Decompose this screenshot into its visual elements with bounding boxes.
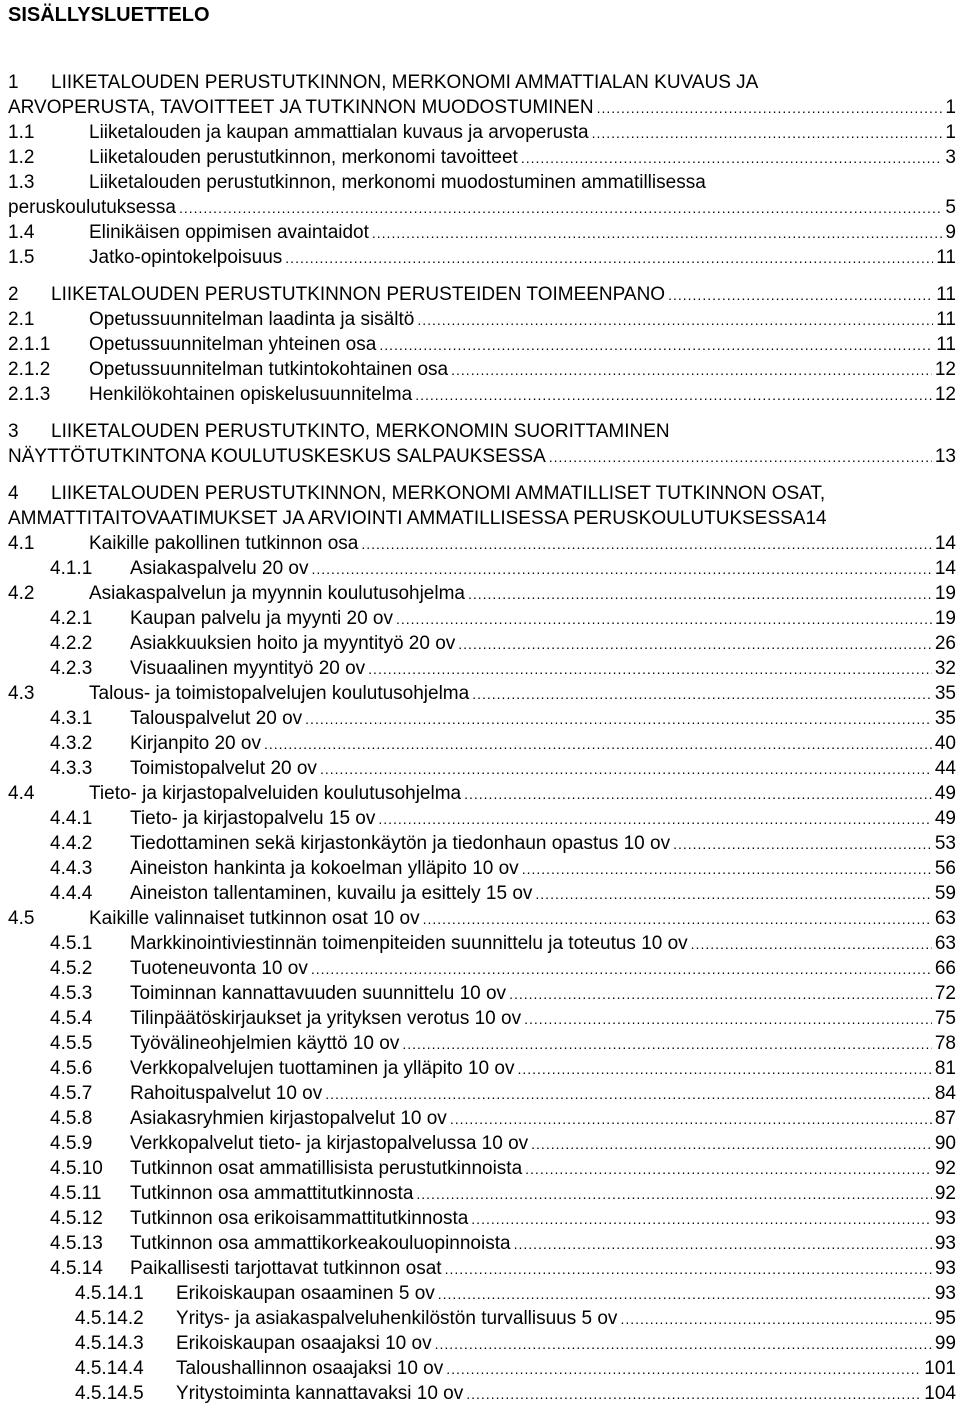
leader-dots — [396, 607, 932, 632]
toc-entry-4-1[interactable] — [0, 531, 960, 556]
entry-number: 4.5.1 — [50, 933, 93, 954]
toc-entry-4-4-4[interactable] — [0, 881, 960, 906]
entry-page: 72 — [934, 983, 956, 1004]
leader-dots — [524, 1007, 932, 1032]
entry-page: 19 — [934, 583, 956, 604]
toc-entry-4-5-12[interactable] — [0, 1206, 960, 1231]
entry-page: 14 — [934, 558, 956, 579]
entry-page: 19 — [934, 608, 956, 629]
entry-page: 35 — [934, 708, 956, 729]
leader-dots — [417, 308, 933, 333]
entry-title: Tilinpäätöskirjaukset ja yrityksen verotus 10 ov — [130, 1008, 522, 1029]
entry-page: 11 — [936, 247, 956, 268]
toc-entry-4-5-2[interactable] — [0, 956, 960, 981]
leader-dots — [597, 96, 943, 121]
entry-title: Toimistopalvelut 20 ov — [130, 758, 317, 779]
entry-page: 11 — [936, 309, 956, 330]
toc-entry-1-3[interactable] — [0, 170, 960, 220]
toc-entry-4-5-14-5[interactable] — [0, 1381, 960, 1406]
entry-title: Aineiston hankinta ja kokoelman ylläpito 10 ov — [130, 858, 519, 879]
leader-dots — [435, 1332, 932, 1357]
entry-number: 4.5.6 — [50, 1058, 93, 1079]
entry-page: 40 — [934, 733, 956, 754]
entry-page: 53 — [934, 833, 956, 854]
toc-entry-4-3-1[interactable] — [0, 706, 960, 731]
entry-title: Kaupan palvelu ja myynti 20 ov — [130, 608, 393, 629]
toc-entry-2-1-3[interactable] — [0, 382, 960, 407]
entry-number: 4.5.9 — [50, 1133, 93, 1154]
entry-title: Yritystoiminta kannattavaksi 10 ov — [176, 1383, 464, 1404]
toc-entry-2-1-2[interactable] — [0, 357, 960, 382]
toc-entry-4-4-1[interactable] — [0, 806, 960, 831]
leader-dots — [179, 196, 942, 221]
leader-dots — [445, 1257, 932, 1282]
entry-title: Tutkinnon osa erikoisammattitutkinnosta — [130, 1208, 469, 1229]
entry-page: 13 — [934, 446, 956, 467]
entry-page: 44 — [934, 758, 956, 779]
entry-title: Tieto- ja kirjastopalveluiden koulutusohjelma — [89, 783, 462, 804]
leader-dots — [325, 1082, 932, 1107]
toc-entry-4-5[interactable] — [0, 906, 960, 931]
toc-entry-4-5-3[interactable] — [0, 981, 960, 1006]
entry-page: 14 — [805, 508, 827, 529]
entry-page: 95 — [934, 1308, 956, 1329]
entry-page: 1 — [945, 97, 956, 118]
toc-entry-2[interactable] — [0, 282, 960, 307]
entry-page: 59 — [934, 883, 956, 904]
entry-title: Asiakasryhmien kirjastopalvelut 10 ov — [130, 1108, 447, 1129]
toc-entry-4-2-2[interactable] — [0, 631, 960, 656]
entry-title: Verkkopalvelut tieto- ja kirjastopalvelussa 10 ov — [130, 1133, 529, 1154]
toc-entry-4-5-8[interactable] — [0, 1106, 960, 1131]
toc-entry-4-5-6[interactable] — [0, 1056, 960, 1081]
leader-dots — [423, 907, 932, 932]
entry-number: 4.2.2 — [50, 633, 93, 654]
entry-number: 4.5.11 — [50, 1183, 102, 1204]
entry-title: Jatko-opintokelpoisuus — [89, 247, 283, 268]
leader-dots — [312, 557, 932, 582]
leader-dots — [691, 932, 932, 957]
entry-title: Paikallisesti tarjottavat tutkinnon osat — [130, 1258, 442, 1279]
entry-page: 101 — [924, 1358, 956, 1379]
entry-title: Henkilökohtainen opiskelusuunnitelma — [89, 384, 413, 405]
entry-title: Visuaalinen myyntityö 20 ov — [130, 658, 366, 679]
entry-title: Asiakkuuksien hoito ja myyntityö 20 ov — [130, 633, 456, 654]
leader-dots — [471, 1207, 932, 1232]
entry-title: Tieto- ja kirjastopalvelu 15 ov — [130, 808, 376, 829]
entry-title-line1: LIIKETALOUDEN PERUSTUTKINNON, MERKONOMI AMMATILLISET TUTKINNON OSAT, — [51, 483, 826, 504]
entry-number: 4.5.10 — [50, 1158, 103, 1179]
entry-number: 4.4.3 — [50, 858, 93, 879]
toc-entry-4-3[interactable] — [0, 681, 960, 706]
entry-page: 78 — [934, 1033, 956, 1054]
leader-dots — [522, 857, 932, 882]
entry-title: LIIKETALOUDEN PERUSTUTKINNON PERUSTEIDEN TOIMEENPANO — [51, 284, 666, 305]
toc-entry-4-5-14-3[interactable] — [0, 1331, 960, 1356]
entry-title-line1: LIIKETALOUDEN PERUSTUTKINTO, MERKONOMIN SUORITTAMINEN — [51, 421, 670, 442]
leader-dots — [320, 757, 932, 782]
entry-title-line2: AMMATTITAITOVAATIMUKSET JA ARVIOINTI AMMATILLISESSA PERUSKOULUTUKSESSA — [8, 508, 806, 529]
toc-entry-4-5-5[interactable] — [0, 1031, 960, 1056]
entry-number: 1 — [8, 72, 19, 93]
entry-title-line2: peruskoulutuksessa — [8, 197, 176, 218]
entry-title: Opetussuunnitelman yhteinen osa — [89, 334, 377, 355]
toc-entry-1[interactable] — [0, 70, 960, 120]
leader-dots — [368, 657, 932, 682]
leader-dots — [620, 1307, 931, 1332]
entry-title: Erikoiskaupan osaajaksi 10 ov — [176, 1333, 432, 1354]
entry-number: 4.2.1 — [50, 608, 93, 629]
entry-number: 4.1.1 — [50, 558, 93, 579]
leader-dots — [451, 358, 932, 383]
entry-page: 63 — [934, 908, 956, 929]
entry-page: 3 — [945, 147, 956, 168]
entry-number: 4.1 — [8, 533, 35, 554]
leader-dots — [521, 146, 943, 171]
entry-page: 104 — [924, 1383, 956, 1404]
toc-entry-4-5-10[interactable] — [0, 1156, 960, 1181]
leader-dots — [416, 1182, 931, 1207]
toc-entry-4-3-2[interactable] — [0, 731, 960, 756]
leader-dots — [458, 632, 932, 657]
entry-title: Verkkopalvelujen tuottaminen ja ylläpito 10 ov — [130, 1058, 515, 1079]
entry-title: Rahoituspalvelut 10 ov — [130, 1083, 323, 1104]
leader-dots — [361, 532, 932, 557]
entry-title: Opetussuunnitelman laadinta ja sisältö — [89, 309, 415, 330]
entry-number: 4.4.4 — [50, 883, 93, 904]
toc-entry-4-2[interactable] — [0, 581, 960, 606]
entry-title: Talous- ja toimistopalvelujen koulutusohjelma — [89, 683, 470, 704]
leader-dots — [464, 782, 932, 807]
entry-page: 11 — [936, 284, 956, 305]
leader-dots — [305, 707, 932, 732]
entry-number: 4.4 — [8, 783, 35, 804]
leader-dots — [525, 1157, 932, 1182]
entry-number: 4.2 — [8, 583, 35, 604]
entry-title: Talouspalvelut 20 ov — [130, 708, 303, 729]
entry-title: Taloushallinnon osaajaksi 10 ov — [176, 1358, 444, 1379]
leader-dots — [450, 1107, 932, 1132]
entry-page: 32 — [934, 658, 956, 679]
leader-dots — [446, 1357, 921, 1382]
entry-page: 26 — [934, 633, 956, 654]
entry-page: 93 — [934, 1283, 956, 1304]
entry-number: 4.5.7 — [50, 1083, 93, 1104]
leader-dots — [285, 246, 933, 271]
entry-title: Liiketalouden perustutkinnon, merkonomi tavoitteet — [89, 147, 518, 168]
entry-number: 4.5.14.2 — [75, 1308, 144, 1329]
entry-page: 35 — [934, 683, 956, 704]
entry-title: Toiminnan kannattavuuden suunnittelu 10 ov — [130, 983, 507, 1004]
entry-page: 12 — [934, 384, 956, 405]
entry-number: 4.2.3 — [50, 658, 93, 679]
entry-number: 4.3.3 — [50, 758, 93, 779]
leader-dots — [415, 383, 932, 408]
entry-page: 84 — [934, 1083, 956, 1104]
entry-number: 4.5.14.4 — [75, 1358, 144, 1379]
entry-number: 4.3 — [8, 683, 35, 704]
entry-page: 49 — [934, 783, 956, 804]
leader-dots — [673, 832, 932, 857]
toc-entry-4-5-14-2[interactable] — [0, 1306, 960, 1331]
entry-number: 4.4.1 — [50, 808, 93, 829]
leader-dots — [531, 1132, 932, 1157]
entry-page: 90 — [934, 1133, 956, 1154]
leader-dots — [311, 957, 932, 982]
entry-page: 63 — [934, 933, 956, 954]
toc-entry-4-2-1[interactable] — [0, 606, 960, 631]
leader-dots — [472, 682, 932, 707]
entry-title: Asiakaspalvelun ja myynnin koulutusohjelma — [89, 583, 465, 604]
entry-number: 3 — [8, 421, 19, 442]
entry-title: Opetussuunnitelman tutkintokohtainen osa — [89, 359, 449, 380]
toc-entry-4-5-1[interactable] — [0, 931, 960, 956]
entry-title: Tutkinnon osa ammattitutkinnosta — [130, 1183, 414, 1204]
entry-title: Yritys- ja asiakaspalveluhenkilöstön turvallisuus 5 ov — [176, 1308, 618, 1329]
entry-title-line1: Liiketalouden perustutkinnon, merkonomi muodostuminen ammatillisessa — [89, 172, 706, 193]
entry-title: Työvälineohjelmien käyttö 10 ov — [130, 1033, 400, 1054]
toc-entry-4[interactable] — [0, 481, 960, 531]
leader-dots — [468, 582, 932, 607]
toc-entry-1-4[interactable] — [0, 220, 960, 245]
toc-entry-4-4[interactable] — [0, 781, 960, 806]
entry-title: Tutkinnon osat ammatillisista perustutkinnoista — [130, 1158, 523, 1179]
toc-entry-1-5[interactable] — [0, 245, 960, 270]
entry-number: 4 — [8, 483, 19, 504]
entry-title: Elinikäisen oppimisen avaintaidot — [89, 222, 369, 243]
leader-dots — [378, 807, 932, 832]
entry-page: 5 — [945, 197, 956, 218]
entry-page: 12 — [934, 359, 956, 380]
entry-number: 4.3.1 — [50, 708, 93, 729]
entry-number: 1.1 — [8, 122, 35, 143]
toc-entry-4-5-7[interactable] — [0, 1081, 960, 1106]
entry-number: 4.5.4 — [50, 1008, 93, 1029]
entry-number: 2.1 — [8, 309, 35, 330]
entry-number: 2 — [8, 284, 19, 305]
entry-number: 2.1.2 — [8, 359, 51, 380]
toc-entry-1-2[interactable] — [0, 145, 960, 170]
toc-entry-4-5-4[interactable] — [0, 1006, 960, 1031]
entry-title-line1: LIIKETALOUDEN PERUSTUTKINNON, MERKONOMI AMMATTIALAN KUVAUS JA — [51, 72, 759, 93]
entry-page: 87 — [934, 1108, 956, 1129]
entry-title: Tuoteneuvonta 10 ov — [130, 958, 308, 979]
entry-number: 4.5 — [8, 908, 35, 929]
entry-number: 2.1.3 — [8, 384, 51, 405]
entry-title: Aineiston tallentaminen, kuvailu ja esittely 15 ov — [130, 883, 533, 904]
leader-dots — [549, 445, 932, 470]
entry-page: 66 — [934, 958, 956, 979]
toc-entry-4-5-13[interactable] — [0, 1231, 960, 1256]
leader-dots — [509, 982, 932, 1007]
entry-title: Markkinointiviestinnän toimenpiteiden suunnittelu ja toteutus 10 ov — [130, 933, 688, 954]
entry-title-line2: ARVOPERUSTA, TAVOITTEET JA TUTKINNON MUODOSTUMINEN — [8, 97, 594, 118]
leader-dots — [379, 333, 933, 358]
toc-entry-1-1[interactable] — [0, 120, 960, 145]
toc-entry-4-5-14[interactable] — [0, 1256, 960, 1281]
entry-number: 4.4.2 — [50, 833, 93, 854]
toc-entry-4-5-14-1[interactable] — [0, 1281, 960, 1306]
leader-dots — [372, 221, 943, 246]
entry-page: 56 — [934, 858, 956, 879]
entry-number: 4.5.14.5 — [75, 1383, 144, 1404]
entry-number: 4.3.2 — [50, 733, 93, 754]
entry-number: 4.5.13 — [50, 1233, 103, 1254]
entry-number: 1.2 — [8, 147, 35, 168]
toc-entry-2-1[interactable] — [0, 307, 960, 332]
toc-entry-4-4-2[interactable] — [0, 831, 960, 856]
entry-title: Tiedottaminen sekä kirjastonkäytön ja tiedonhaun opastus 10 ov — [130, 833, 671, 854]
entry-page: 11 — [936, 334, 956, 355]
entry-number: 1.4 — [8, 222, 35, 243]
entry-page: 93 — [934, 1208, 956, 1229]
entry-number: 4.5.5 — [50, 1033, 93, 1054]
entry-page: 81 — [934, 1058, 956, 1079]
leader-dots — [535, 882, 931, 907]
entry-number: 1.5 — [8, 247, 35, 268]
toc-entry-3[interactable] — [0, 419, 960, 469]
entry-number: 4.5.14.3 — [75, 1333, 144, 1354]
entry-title: Kaikille valinnaiset tutkinnon osat 10 ov — [89, 908, 420, 929]
entry-number: 4.5.12 — [50, 1208, 103, 1229]
entry-number: 4.5.14.1 — [75, 1283, 144, 1304]
entry-page: 93 — [934, 1233, 956, 1254]
table-of-contents — [0, 70, 960, 1406]
toc-entry-4-5-9[interactable] — [0, 1131, 960, 1156]
entry-title: Kirjanpito 20 ov — [130, 733, 261, 754]
leader-dots — [514, 1232, 932, 1257]
entry-page: 14 — [934, 533, 956, 554]
entry-page: 1 — [945, 122, 956, 143]
entry-title: Tutkinnon osa ammattikorkeakouluopinnoista — [130, 1233, 511, 1254]
toc-entry-4-3-3[interactable] — [0, 756, 960, 781]
entry-title: Erikoiskaupan osaaminen 5 ov — [176, 1283, 435, 1304]
entry-title: Liiketalouden ja kaupan ammattialan kuvaus ja arvoperusta — [89, 122, 589, 143]
leader-dots — [517, 1057, 931, 1082]
leader-dots — [402, 1032, 932, 1057]
toc-entry-4-1-1[interactable] — [0, 556, 960, 581]
entry-page: 92 — [934, 1183, 956, 1204]
entry-page: 92 — [934, 1158, 956, 1179]
leader-dots — [668, 283, 933, 308]
leader-dots — [438, 1282, 932, 1307]
entry-number: 4.5.2 — [50, 958, 93, 979]
entry-number: 4.5.3 — [50, 983, 93, 1004]
toc-entry-2-1-1[interactable] — [0, 332, 960, 357]
entry-title-line2: NÄYTTÖTUTKINTONA KOULUTUSKESKUS SALPAUKSESSA — [8, 446, 546, 467]
entry-page: 49 — [934, 808, 956, 829]
toc-entry-4-2-3[interactable] — [0, 656, 960, 681]
entry-page: 99 — [934, 1333, 956, 1354]
entry-page: 9 — [945, 222, 956, 243]
page-title: SISÄLLYSLUETTELO — [8, 4, 210, 26]
toc-entry-4-5-14-4[interactable] — [0, 1356, 960, 1381]
entry-title: Kaikille pakollinen tutkinnon osa — [89, 533, 359, 554]
leader-dots — [264, 732, 932, 757]
entry-page: 93 — [934, 1258, 956, 1279]
leader-dots — [466, 1382, 921, 1407]
entry-page: 75 — [934, 1008, 956, 1029]
toc-entry-4-5-11[interactable] — [0, 1181, 960, 1206]
entry-number: 4.5.14 — [50, 1258, 103, 1279]
entry-number: 1.3 — [8, 172, 35, 193]
toc-entry-4-4-3[interactable] — [0, 856, 960, 881]
entry-title: Asiakaspalvelu 20 ov — [130, 558, 309, 579]
leader-dots — [592, 121, 943, 146]
entry-number: 2.1.1 — [8, 334, 51, 355]
entry-number: 4.5.8 — [50, 1108, 93, 1129]
